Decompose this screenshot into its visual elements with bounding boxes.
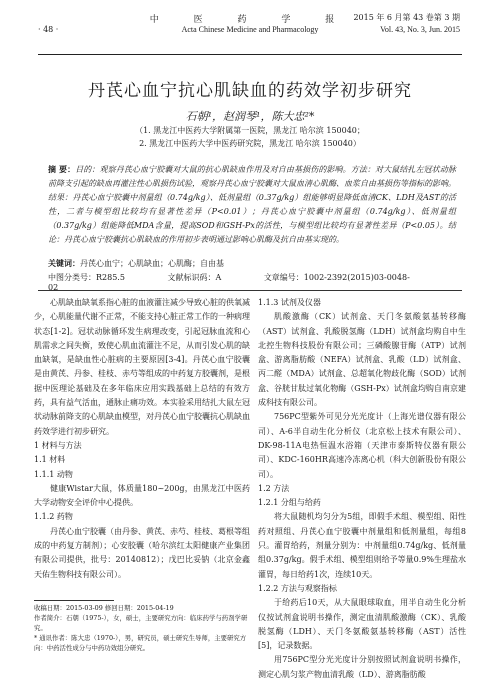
subsection-heading: 1.1 材料 <box>34 455 66 465</box>
page-number: · 48 · <box>38 25 59 34</box>
abstract-text: 目的：观察丹芪心血宁胶囊对大鼠的抗心肌缺血作用及对自由基损伤的影响。方法：对大鼠结扎左冠状动脉前降支引起的缺血再灌注性心肌损伤试验，观察丹芪心血宁胶囊对大鼠血清心肌酶、血浆自由基损伤等指标的影响。结果：丹芪心血宁胶囊中剂量组（0.74g/kg）、低剂量组（0.37g/kg）组能够明显降低血清CK、LDH及AST的活性，二者与模型组比较均有显著性差异（P<0.01）；丹芪心血宁胶囊中剂量组（0.74g/kg）、低剂量组（0.37g/kg）组能降低MDA含量，提高SOD和GSH-Px的活性，与模型组比较均有显著性差异（P<0.05）。结论：丹芪心血宁胶囊抗心肌缺血的作用初步表明通过影响心肌酶及抗自由基实现的。 <box>48 165 456 244</box>
subsection-heading: 1.2.2 方法与观察指标 <box>258 583 337 593</box>
divider <box>38 290 462 291</box>
subsection-heading: 1.1.2 药物 <box>34 512 73 522</box>
article-number: 文章编号：1002-2392(2015)03-0048-02 <box>48 273 410 292</box>
paragraph-intro: 心肌缺血缺氧系指心脏的血液灌注减少导致心脏的供氧减少，心肌能量代谢不正常，不能支持心脏正常工作的一种病理状态[1-2]。冠状动脉循环发生病理改变，引起冠脉血流和心肌需求之间失衡，致使心肌血流灌注不足，从而引发心肌的缺血缺氧，是缺血性心脏病的主要原因[3-4]。丹芪心血宁胶囊是由黄芪、丹参、桂枝、赤芍等组成的中药复方胶囊剂，是根据中医理论基础及在多年临床应用实践基础上总结的有效方药，具有益气活血，通脉止痛功效。本实验采用结扎大鼠左冠状动脉前降支的心肌缺血模型，对丹芪心血宁胶囊抗心肌缺血药效学进行初步研究。 <box>34 298 250 436</box>
affiliation-2: 2. 黑龙江中医药大学中医药研究院，黑龙江 哈尔滨 150040） <box>139 139 361 148</box>
footnote-author: 作者简介：石朝（1975-），女，硕士，主要研究方向：临床药学与药剂学研究。 <box>34 614 248 632</box>
section-heading: 1 材料与方法 <box>34 440 82 450</box>
issue-volume: Vol. 43, No. 3, Jun. 2015 <box>380 25 460 34</box>
running-header <box>0 8 500 48</box>
subsection-heading: 1.2.1 分组与给药 <box>258 498 321 508</box>
subsection-heading: 1.2 方法 <box>258 483 290 493</box>
subsection-heading: 1.1.1 动物 <box>34 469 73 479</box>
affiliation-1: （1. 黑龙江中医药大学附属第一医院，黑龙江 哈尔滨 150040； <box>135 126 365 135</box>
classification-line <box>48 272 456 292</box>
header-rule <box>38 54 462 55</box>
paragraph-reagents: 肌酸激酶（CK）试剂盒、天门冬氨酸氨基转移酶（AST）试剂盒、乳酸脱氢酶（LDH）试剂盒均购自中生北控生物科技股份有限公司；三磷酸腺苷酶（ATP）试剂盒、游离脂肪酸（NEFA）试剂盒、乳酸（LD）试剂盒、丙二醛（MDA）试剂盒、总超氧化物歧化酶（SOD）试剂盒、谷胱甘肽过氧化物酶（GSH-Px）试剂盒均购自南京建成科技有限公司。 <box>258 312 466 408</box>
keywords <box>48 258 456 269</box>
journal-name-cn: 中 医 药 学 报 <box>149 15 351 25</box>
keywords-text: 丹芪心血宁；心肌缺血；心肌酶；自由基 <box>80 259 224 268</box>
abstract-label: 摘 要： <box>48 164 76 174</box>
clc-number: 中图分类号：R285.5 <box>48 273 125 282</box>
footnote-dates: 收稿日期：2015-03-09 修回日期：2015-04-19 <box>34 604 174 612</box>
paper-title: 丹芪心血宁抗心肌缺血的药效学初步研究 <box>88 81 412 101</box>
body-column-left <box>34 296 250 582</box>
issue-date: 2015 年 6 月第 43 卷第 3 期 <box>353 13 460 22</box>
footnote-corresponding: * 通讯作者：陈大忠（1970-），男，研究员，硕士研究生导师，主要研究方向：中药活性成分与中药功效组分研究。 <box>34 634 247 652</box>
keywords-label: 关键词： <box>48 258 80 268</box>
paragraph-methods-2: 用756PC型分光光度计分别按照试剂盒说明书操作，测定心肌匀浆产物血清乳酸（LD）、游离脂肪酸 <box>258 655 466 679</box>
footnote-rule <box>34 600 114 601</box>
paragraph-instruments: 756PC型紫外可见分光光度计（上海光谱仪器有限公司）、A-6半自动生化分析仪（北京松上技术有限公司）、DK-98-11A电热恒温水浴箱（天津市泰斯特仪器有限公司）、KDC-160HR高速冷冻离心机（科大创新股份有限公司）。 <box>258 412 466 479</box>
paragraph-drugs: 丹芪心血宁胶囊（由丹参、黄芪、赤芍、桂枝、葛根等组成的中药复方制剂）；心安胶囊（哈尔滨红太阳健康产业集团有限公司提供，批号：20140812）；戊巴比妥钠（北京金鑫天佑生物科技有限公司）。 <box>34 526 250 579</box>
abstract <box>48 162 456 247</box>
subsection-heading: 1.1.3 试剂及仪器 <box>258 298 321 307</box>
body-column-right <box>258 296 466 682</box>
document-code: 文献标识码：A <box>167 273 222 282</box>
paragraph-methods: 于给药后10天，从大鼠眼球取血，用半自动生化分析仪按试剂盒说明书操作，测定血清肌酸激酶（CK）、乳酸脱氢酶（LDH）、天门冬氨酸氨基转移酶（AST）活性[5]，记录数据。 <box>258 598 466 651</box>
paper-authors: 石朝¹，赵润琴¹，陈大忠²* <box>185 110 315 123</box>
paragraph-grouping: 将大鼠随机均匀分为5组，即假手术组、模型组、阳性药对照组、丹芪心血宁胶囊中剂量组和低剂量组，每组8只。灌胃给药，剂量分别为：中剂量组0.74g/kg、低剂量组0.37g/kg。假手术组、模型组则给予等量0.9%生理盐水灌胃，每日给药1次，连续10天。 <box>258 512 466 579</box>
journal-name-en: Acta Chinese Medicine and Pharmacology <box>181 25 319 34</box>
paragraph-animals: 健康Wistar大鼠，体质量180~200g，由黑龙江中医药大学动物安全评价中心提供。 <box>34 483 250 508</box>
